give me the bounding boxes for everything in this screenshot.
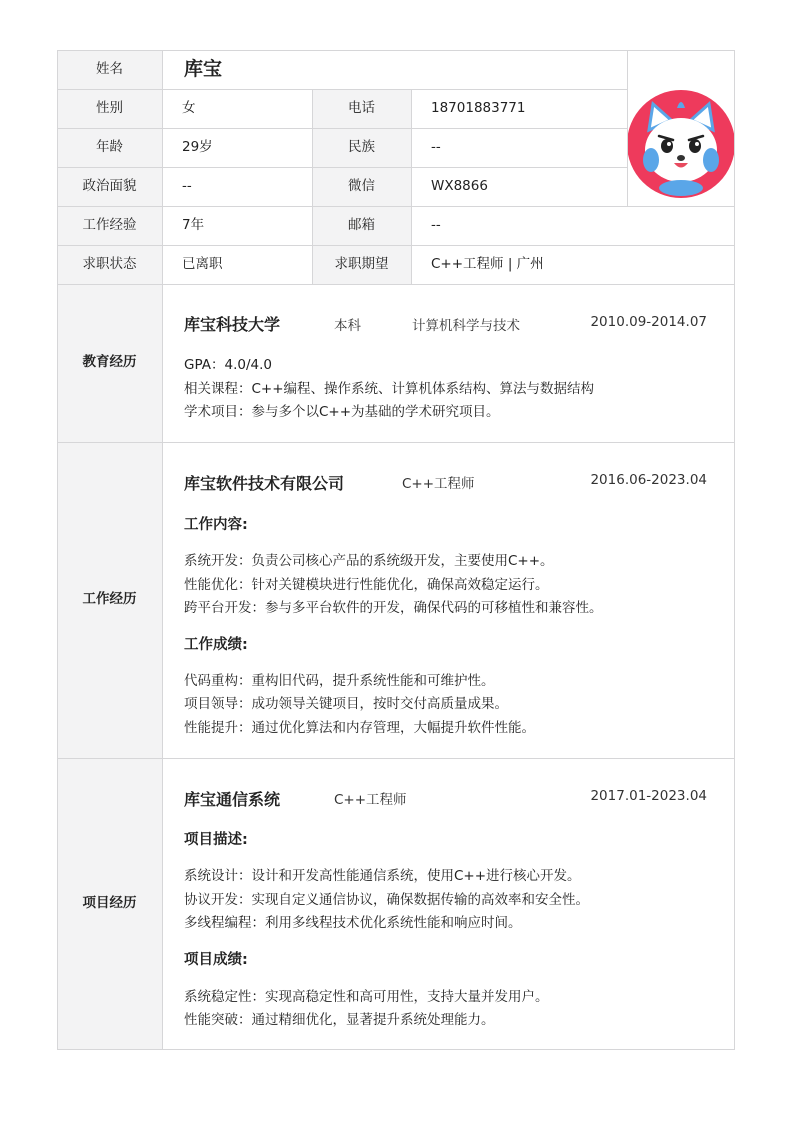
- name-label-cell: [57, 50, 162, 89]
- ethnicity-value: --: [431, 138, 441, 155]
- work-content-line: 系统开发：负责公司核心产品的系统级开发，主要使用C++。: [184, 553, 554, 569]
- email-label: 邮箱: [348, 216, 375, 233]
- grid-line: [57, 442, 735, 443]
- experience-value: 7年: [182, 216, 205, 233]
- education-major: 计算机科学与技术: [412, 318, 520, 334]
- phone-label-cell: [312, 89, 411, 128]
- grid-line: [411, 89, 412, 284]
- work-period: 2016.06-2023.04: [590, 472, 707, 488]
- wechat-value: WX8866: [431, 177, 488, 194]
- age-value-cell: [162, 128, 312, 167]
- email-label-cell: [312, 206, 411, 245]
- age-value: 29岁: [182, 138, 213, 155]
- gender-value-cell: [162, 89, 312, 128]
- politics-value-cell: [162, 167, 312, 206]
- work-result-title: 工作成绩:: [184, 637, 248, 653]
- expect-value: C++工程师 | 广州: [431, 255, 544, 272]
- grid-line: [312, 89, 313, 284]
- email-value-cell: [411, 206, 735, 245]
- grid-line: [57, 1049, 735, 1050]
- gender-label: 性别: [96, 99, 123, 116]
- project-desc-line: 协议开发：实现自定义通信协议，确保数据传输的高效率和安全性。: [184, 892, 589, 908]
- grid-line: [57, 50, 58, 1050]
- project-result-line: 性能突破：通过精细优化，显著提升系统处理能力。: [184, 1012, 495, 1028]
- project-desc-title: 项目描述:: [184, 832, 248, 848]
- project-desc-line: 系统设计：设计和开发高性能通信系统，使用C++进行核心开发。: [184, 868, 581, 884]
- education-school: 库宝科技大学: [184, 315, 281, 334]
- grid-line: [57, 284, 735, 285]
- name-value-cell: [162, 50, 627, 89]
- education-label: 教育经历: [82, 354, 137, 371]
- cartoon-cat-avatar-icon: [627, 90, 735, 198]
- project-result-line: 系统稳定性：实现高稳定性和高可用性，支持大量并发用户。: [184, 989, 549, 1005]
- project-name: 库宝通信系统: [184, 790, 281, 809]
- expect-label: 求职期望: [334, 255, 389, 272]
- grid-line: [57, 50, 735, 51]
- education-label-cell: [57, 284, 162, 442]
- avatar: [627, 90, 735, 198]
- resume-sheet: [57, 50, 735, 1050]
- name-label: 姓名: [96, 60, 123, 77]
- work-result-line: 项目领导：成功领导关键项目，按时交付高质量成果。: [184, 696, 508, 712]
- expect-label-cell: [312, 245, 411, 284]
- ethnicity-label-cell: [312, 128, 411, 167]
- grid-line: [57, 128, 627, 129]
- politics-value: --: [182, 177, 192, 194]
- project-label: 项目经历: [82, 895, 137, 912]
- wechat-label: 微信: [348, 177, 375, 194]
- grid-line: [57, 245, 735, 246]
- experience-label: 工作经验: [82, 216, 137, 233]
- work-role: C++工程师: [402, 476, 475, 492]
- education-line: GPA：4.0/4.0: [184, 357, 272, 373]
- work-label: 工作经历: [82, 591, 137, 608]
- politics-label: 政治面貌: [82, 177, 137, 194]
- grid-line: [57, 167, 627, 168]
- grid-line: [57, 89, 627, 90]
- work-company: 库宝软件技术有限公司: [184, 474, 345, 493]
- work-content-line: 跨平台开发：参与多平台软件的开发，确保代码的可移植性和兼容性。: [184, 600, 603, 616]
- phone-value: 18701883771: [431, 99, 526, 116]
- education-degree: 本科: [334, 318, 361, 334]
- experience-label-cell: [57, 206, 162, 245]
- project-label-cell: [57, 758, 162, 1050]
- expect-value-cell: [411, 245, 735, 284]
- status-label: 求职状态: [82, 255, 137, 272]
- work-result-line: 性能提升：通过优化算法和内存管理，大幅提升软件性能。: [184, 720, 535, 736]
- project-desc-line: 多线程编程：利用多线程技术优化系统性能和响应时间。: [184, 915, 522, 931]
- age-label: 年龄: [96, 138, 123, 155]
- wechat-value-cell: [411, 167, 627, 206]
- experience-value-cell: [162, 206, 312, 245]
- wechat-label-cell: [312, 167, 411, 206]
- education-period: 2010.09-2014.07: [590, 314, 707, 330]
- grid-line: [57, 206, 735, 207]
- politics-label-cell: [57, 167, 162, 206]
- work-content-line: 性能优化：针对关键模块进行性能优化，确保高效稳定运行。: [184, 577, 549, 593]
- project-period: 2017.01-2023.04: [590, 788, 707, 804]
- gender-value: 女: [182, 99, 196, 116]
- grid-line: [627, 50, 628, 206]
- work-content-title: 工作内容:: [184, 517, 248, 533]
- ethnicity-value-cell: [411, 128, 627, 167]
- ethnicity-label: 民族: [348, 138, 375, 155]
- grid-line: [162, 50, 163, 1050]
- status-value-cell: [162, 245, 312, 284]
- phone-label: 电话: [348, 99, 375, 116]
- work-result-line: 代码重构：重构旧代码，提升系统性能和可维护性。: [184, 673, 495, 689]
- email-value: --: [431, 216, 441, 233]
- name-value: 库宝: [184, 58, 223, 80]
- gender-label-cell: [57, 89, 162, 128]
- status-label-cell: [57, 245, 162, 284]
- work-label-cell: [57, 442, 162, 758]
- education-line: 相关课程：C++编程、操作系统、计算机体系结构、算法与数据结构: [184, 381, 595, 397]
- grid-line: [734, 50, 735, 1050]
- grid-line: [57, 758, 735, 759]
- status-value: 已离职: [182, 255, 223, 272]
- project-role: C++工程师: [334, 792, 407, 808]
- phone-value-cell: [411, 89, 627, 128]
- project-result-title: 项目成绩:: [184, 952, 248, 968]
- age-label-cell: [57, 128, 162, 167]
- education-line: 学术项目：参与多个以C++为基础的学术研究项目。: [184, 404, 500, 420]
